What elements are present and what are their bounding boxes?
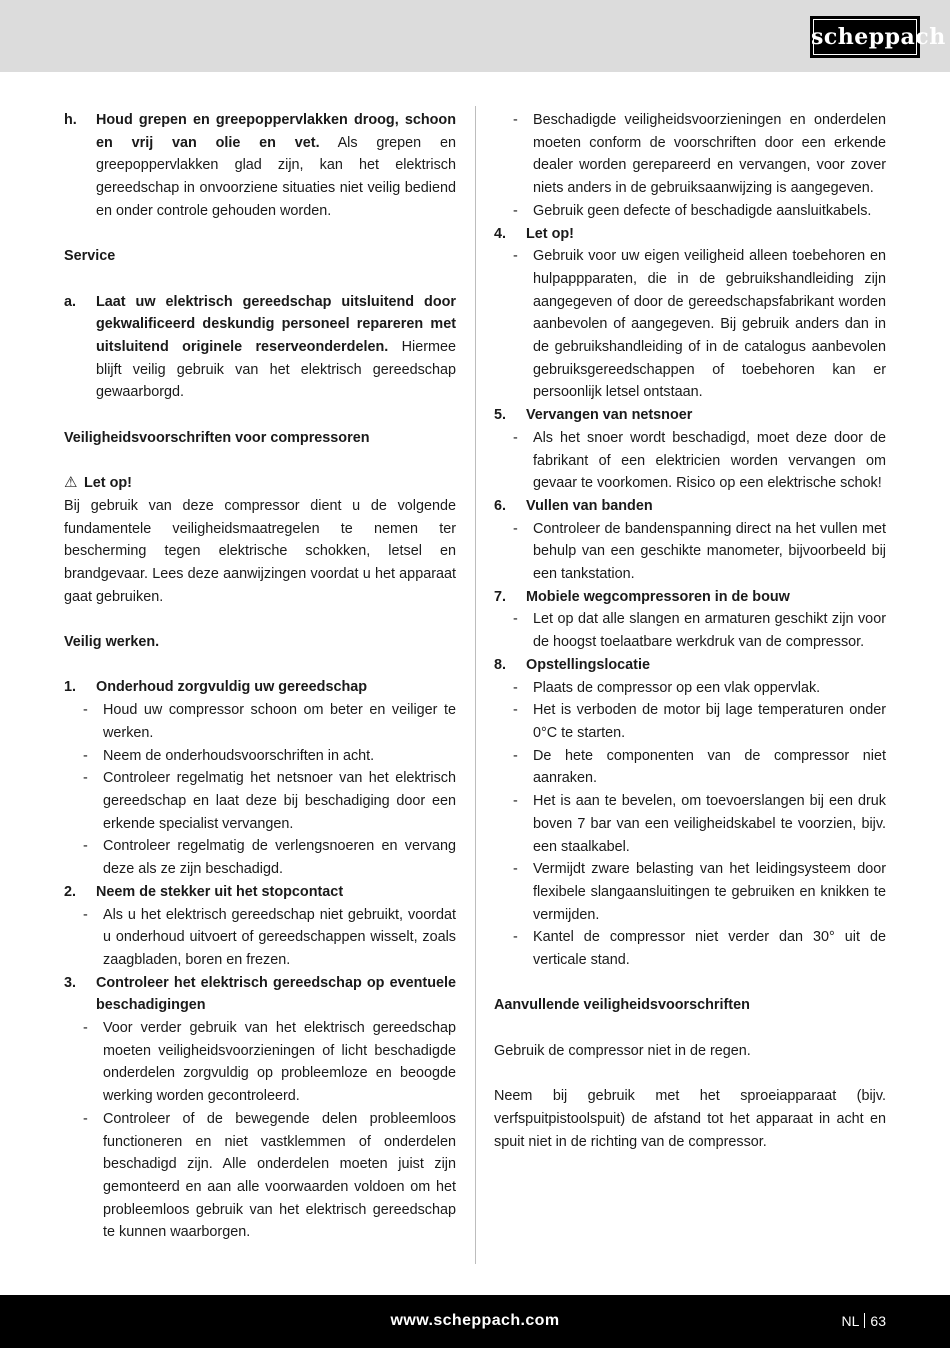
list-item [494, 608, 886, 653]
list-item-text: Het is aan te bevelen, om toevoerslangen bij een druk boven 7 bar van een veiligheidskabel te voorzien, bijv. een staalkabel. [533, 793, 886, 855]
list-item [64, 1108, 456, 1244]
list-item [494, 677, 886, 700]
rule-marker: a. [64, 293, 77, 310]
section-title [494, 223, 886, 246]
veilig-werken-heading: Veilig werken. [64, 634, 160, 651]
section-number: 4. [494, 225, 507, 242]
dash-marker: - [513, 248, 518, 265]
right-column [494, 109, 886, 1153]
list-item [494, 699, 886, 744]
list-item [494, 858, 886, 926]
list-item-text: Controleer de bandenspanning direct na het vullen met behulp van een geschikte manometer, bijvoorbeeld bij een tankstation. [533, 520, 886, 583]
list-item-text: Controleer of de bewegende delen probleemloos functioneren en niet vastklemmen of onderdelen beschadigd zijn. Alle onderdelen moeten juist zijn gemonteerd en aan alle voorwaarden voldoen om het probleemloos gebruik van het elektrisch gereedschap te kunnen waarborgen. [103, 1110, 456, 1241]
section-title [494, 495, 886, 518]
dash-marker: - [513, 611, 518, 628]
list-item [64, 767, 456, 835]
list-item-text: Controleer regelmatig de verlengsnoeren en vervang deze als ze zijn beschadigd. [103, 838, 456, 878]
list-item [494, 427, 886, 495]
left-column [64, 109, 456, 1244]
list-item-text: Controleer regelmatig het netsnoer van het elektrisch gereedschap en laat deze bij beschadiging door een erkende specialist vervangen. [103, 770, 456, 832]
list-item [494, 518, 886, 586]
list-item-text: De hete componenten van de compressor niet aanraken. [533, 747, 886, 787]
section-title [64, 881, 456, 904]
spray-paragraph: Neem bij gebruik met het sproeiapparaat (bijv. verfspuitpistoolspuit) de afstand tot het apparaat in acht en spuit niet in de richting van de compressor. [494, 1088, 886, 1150]
page-separator [864, 1313, 865, 1328]
dash-marker: - [513, 429, 518, 446]
section-number: 7. [494, 588, 507, 605]
section-title [494, 654, 886, 677]
list-item-text: Het is verboden de motor bij lage temperaturen onder 0°C te starten. [533, 702, 886, 741]
section-title-text: Vervangen van netsnoer [526, 407, 693, 424]
rule-bold-text: Houd grepen en greepoppervlakken droog, schoon en vrij van olie en vet. [96, 112, 456, 151]
list-item-text: Beschadigde veiligheidsvoorzieningen en onderdelen moeten conform de voorschriften door een erkende dealer worden gerepareerd en vervangen, voor zover niets anders in de gebruiksaanwijzing is aangegeven. [533, 112, 886, 197]
warning-icon: ⚠ [64, 474, 78, 492]
header-band [0, 0, 950, 72]
service-heading: Service [64, 248, 116, 265]
column-divider [475, 106, 476, 1264]
section-number: 2. [64, 883, 77, 900]
section-number: 6. [494, 497, 507, 514]
rule-bold-text: Laat uw elektrisch gereedschap uitsluitend door gekwalificeerd deskundig personeel repareren met uitsluitend originele reserveonderdelen. [96, 293, 456, 355]
rain-paragraph: Gebruik de compressor niet in de regen. [494, 1042, 751, 1059]
section-title-text: Let op! [526, 225, 574, 242]
dash-marker: - [513, 202, 518, 219]
list-item-text: Als u het elektrisch gereedschap niet gebruikt, voordat u onderhoud uitvoert of gereedschappen wisselt, zoals zaagbladen, boren en frezen. [103, 906, 456, 968]
dash-marker: - [83, 906, 88, 923]
dash-marker: - [513, 520, 518, 537]
list-item-text: Gebruik voor uw eigen veiligheid alleen toebehoren en hulpappparaten, die in de gebruikshandleiding zijn aangegeven of door de gereedschapsfabrikant worden aanbevolen of aangegeven. Bij gebruik anders dan in de gebruikshandleiding of in de catalogus aanbevolen gebruiksgereedschappen of toebehoren kan er persoonlijk letsel ontstaan. [533, 248, 886, 401]
section-title [64, 676, 456, 699]
rule-h [64, 109, 456, 223]
list-item [494, 926, 886, 971]
list-item-text: Vermijdt zware belasting van het leidingsysteem door flexibele slangaansluitingen te gebruiken en knikken te vermijden. [533, 861, 886, 923]
section-title-text: Opstellingslocatie [526, 656, 650, 673]
list-item-text: Plaats de compressor op een vlak oppervlak. [533, 679, 821, 696]
rule-a [64, 291, 456, 405]
brand-logo: scheppach [810, 16, 920, 58]
dash-marker: - [83, 770, 88, 787]
let-op-label [64, 472, 456, 495]
section-title [64, 972, 456, 1017]
dash-marker: - [83, 747, 88, 764]
dash-marker: - [83, 1110, 88, 1127]
dash-marker: - [83, 838, 88, 855]
list-item [64, 835, 456, 880]
dash-marker: - [513, 747, 518, 764]
section-number: 5. [494, 407, 507, 424]
section-title-text: Vullen van banden [526, 497, 653, 514]
page-number: 63 [870, 1313, 886, 1329]
list-item [494, 790, 886, 858]
section-number: 3. [64, 974, 77, 991]
list-item-text: Neem de onderhoudsvoorschriften in acht. [103, 747, 375, 764]
list-item [494, 200, 886, 223]
rule-text: Hiermee blijft veilig gebruik van het elektrisch gereedschap gewaarborgd. [96, 339, 456, 401]
list-item [494, 745, 886, 790]
list-item [64, 699, 456, 744]
let-op-paragraph: Bij gebruik van deze compressor dient u de volgende fundamentele veiligheidsmaatregelen te nemen ter bescherming tegen elektrische schokken, letsel en brandgevaar. Lees deze aanwijzingen voordat u het apparaat gaat gebruiken. [64, 497, 456, 605]
additional-safety-heading: Aanvullende veiligheidsvoorschriften [494, 997, 750, 1014]
compressor-safety-heading: Veiligheidsvoorschriften voor compressoren [64, 429, 370, 446]
list-item-text: Als het snoer wordt beschadigd, moet deze door de fabrikant of een elektricien worden vervangen om gevaar te voorkomen. Risico op een elektrische schok! [533, 429, 886, 492]
list-item-text: Gebruik geen defecte of beschadigde aansluitkabels. [533, 202, 872, 219]
dash-marker: - [513, 793, 518, 810]
list-item [494, 109, 886, 200]
list-item [64, 745, 456, 768]
let-op-text: Let op! [80, 475, 132, 492]
list-item-text: Let op dat alle slangen en armaturen geschikt zijn voor de hoogst toelaatbare werkdruk van de compressor. [533, 611, 886, 651]
dash-marker: - [513, 702, 518, 719]
section-title [494, 404, 886, 427]
section-title-text: Neem de stekker uit het stopcontact [96, 883, 344, 900]
section-title [494, 586, 886, 609]
dash-marker: - [513, 929, 518, 946]
dash-marker: - [513, 861, 518, 878]
footer-band [0, 1295, 950, 1348]
list-item [494, 245, 886, 404]
dash-marker: - [513, 679, 518, 696]
rule-text: Als grepen en greepoppervlakken glad zijn, kan het elektrisch gereedschap in onvoorziene situaties niet veilig bediend en onder controle gehouden worden. [96, 134, 456, 219]
section-title-text: Mobiele wegcompressoren in de bouw [526, 588, 790, 605]
section-number: 8. [494, 656, 507, 673]
language-code: NL [841, 1313, 860, 1329]
rule-marker: h. [64, 112, 77, 128]
dash-marker: - [83, 1020, 88, 1037]
page-indicator [842, 1310, 886, 1332]
list-item [64, 1017, 456, 1108]
section-number: 1. [64, 679, 77, 696]
footer-url: www.scheppach.com [390, 1312, 560, 1329]
list-item-text: Kantel de compressor niet verder dan 30° uit de verticale stand. [533, 929, 886, 969]
section-title-text: Onderhoud zorgvuldig uw gereedschap [96, 679, 368, 696]
section-title-text: Controleer het elektrisch gereedschap op eventuele beschadigingen [96, 974, 456, 1014]
list-item [64, 904, 456, 972]
list-item-text: Houd uw compressor schoon om beter en veiliger te werken. [103, 702, 456, 741]
list-item-text: Voor verder gebruik van het elektrisch gereedschap moeten veiligheidsvoorzieningen of licht beschadigde onderdelen zorgvuldig op probleemloze en beoogde werking worden gecontroleerd. [103, 1020, 456, 1105]
dash-marker: - [83, 702, 88, 719]
dash-marker: - [513, 112, 518, 128]
